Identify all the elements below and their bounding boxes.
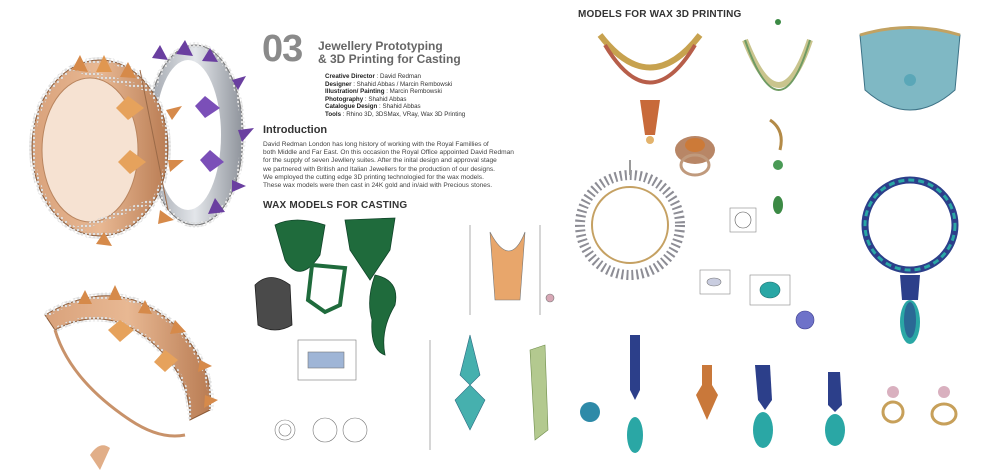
project-number: 03: [262, 28, 303, 70]
scroll-necklace: [745, 19, 810, 214]
earrings: [580, 335, 956, 453]
credit-row: Illustration/ Painting : Marcin Rembowski: [325, 88, 442, 96]
necklace-1: [600, 35, 700, 144]
project-title-line2: & 3D Printing for Casting: [318, 52, 461, 66]
introduction-heading: Introduction: [263, 124, 328, 136]
credit-row: Creative Director : David Redman: [325, 73, 421, 80]
ring-amber: [675, 136, 715, 175]
credit-row: Photography : Shahid Abbas: [325, 95, 407, 103]
wax-printing-heading: MODELS FOR WAX 3D PRINTING: [578, 9, 742, 20]
project-title-line1: Jewellery Prototyping: [318, 39, 443, 53]
small-rings: [700, 208, 814, 329]
diamond-collar: [580, 160, 680, 275]
credit-row: Catalogue Design : Shahid Abbas: [325, 103, 421, 111]
bib-necklace: [860, 28, 960, 111]
credit-row: Designer : Shahid Abbas / Marcin Rembowski: [325, 80, 453, 88]
credit-row: Tools : Rhino 3D, 3DSMax, VRay, Wax 3D Printing: [325, 110, 466, 118]
wax-casting-heading: WAX MODELS FOR CASTING: [263, 200, 408, 211]
tassel-collar: [865, 180, 955, 344]
wax-models: [255, 218, 396, 355]
gold-cuff: [45, 285, 218, 470]
introduction-text: David Redman London has long history of working with the Royal Famillies of both Middle and Far East. On this occasion the Royal Office appointed David Redman for the supply of seven Jewllery suites. After the inital design and approval stage we partnered with British and Italian Jewellers for the production of our designs. We employed the cutting edge 3D printing technologied for the wax models. These wax models were then cast in 24K gold and in/aid with Precious stones.: [263, 141, 514, 190]
